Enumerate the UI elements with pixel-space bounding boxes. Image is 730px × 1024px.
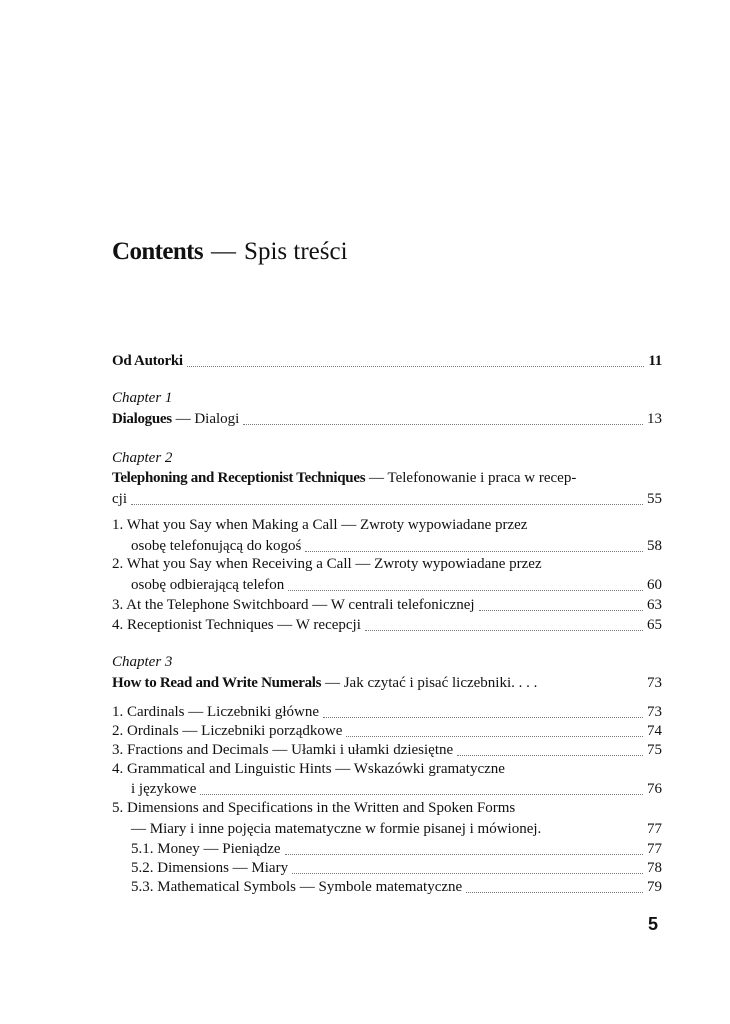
toc-item-making-call[interactable]	[131, 537, 662, 556]
chapter-heading: Chapter 2	[112, 450, 173, 466]
leader-dots	[323, 707, 643, 718]
toc-page: 11	[648, 353, 662, 369]
leader-dots	[285, 844, 643, 855]
toc-label-rest: — Telefonowanie i praca w recep-	[369, 470, 577, 486]
page-title	[112, 238, 348, 266]
toc-page: 55	[647, 491, 662, 507]
toc-label: 5.2. Dimensions — Miary	[131, 860, 289, 876]
toc-entry-telephoning[interactable]	[112, 470, 576, 487]
leader-dots	[131, 494, 643, 505]
leader-dots	[346, 726, 643, 737]
toc-page: 77	[647, 821, 662, 837]
toc-item-line1: 5. Dimensions and Specifications in the Written and Spoken Forms	[112, 800, 516, 816]
chapter-heading: Chapter 1	[112, 390, 173, 406]
toc-page: 63	[647, 597, 662, 613]
toc-subitem-money[interactable]	[131, 840, 662, 859]
toc-item-ordinals[interactable]	[112, 722, 662, 741]
leader-dots	[365, 620, 643, 631]
leader-dots	[200, 784, 643, 795]
toc-page: 73	[647, 675, 662, 691]
toc-page: 73	[647, 704, 662, 720]
toc-label: 1. Cardinals — Liczebniki główne	[112, 704, 320, 720]
toc-label: osobę telefonującą do kogoś	[131, 538, 302, 554]
toc-item-line1: 4. Grammatical and Linguistic Hints — Wskazówki gramatyczne	[112, 761, 505, 777]
toc-item-line1: 2. What you Say when Receiving a Call — Zwroty wypowiadane przez	[112, 556, 542, 572]
leader-dots	[187, 356, 645, 367]
toc-label: 5.3. Mathematical Symbols — Symbole matematyczne	[131, 879, 463, 895]
toc-label-cont: cji	[112, 491, 127, 507]
toc-item-receptionist[interactable]	[112, 616, 662, 635]
toc-entry-dialogues[interactable]	[112, 410, 662, 429]
toc-item-line1: 1. What you Say when Making a Call — Zwroty wypowiadane przez	[112, 517, 528, 533]
toc-subitem-symbols[interactable]	[131, 878, 662, 897]
toc-page: 79	[647, 879, 662, 895]
toc-label-bold: How to Read and Write Numerals	[112, 675, 322, 691]
toc-page: 65	[647, 617, 662, 633]
toc-entry-od-autorki[interactable]	[112, 352, 662, 371]
toc-item-cardinals[interactable]	[112, 703, 662, 722]
toc-page: 60	[647, 577, 662, 593]
toc-label: — Miary i inne pojęcia matematyczne w formie pisanej i mówionej.	[131, 821, 542, 837]
toc-item-dimensions[interactable]	[131, 820, 662, 839]
leader-dots	[288, 580, 643, 591]
leader-dots	[305, 541, 643, 552]
toc-label: i językowe	[131, 781, 197, 797]
toc-label-rest: — Dialogi	[175, 411, 240, 427]
toc-label: 2. Ordinals — Liczebniki porządkowe	[112, 723, 343, 739]
toc-label: 3. At the Telephone Switchboard — W centrali telefonicznej	[112, 597, 475, 613]
title-rest: Spis treści	[244, 238, 348, 265]
toc-page: 75	[647, 742, 662, 758]
toc-label: 3. Fractions and Decimals — Ułamki i ułamki dziesiętne	[112, 742, 454, 758]
toc-page: 58	[647, 538, 662, 554]
toc-page: 76	[647, 781, 662, 797]
toc-label-bold: Telephoning and Receptionist Techniques	[112, 470, 366, 486]
page-number: 5	[648, 914, 659, 934]
toc-label: osobę odbierającą telefon	[131, 577, 285, 593]
toc-page: 78	[647, 860, 662, 876]
toc-label-bold: Dialogues	[112, 411, 172, 427]
toc-page: 13	[647, 411, 662, 427]
leader-dots	[292, 863, 643, 874]
toc-subitem-dimensions[interactable]	[131, 859, 662, 878]
toc-page: 74	[647, 723, 662, 739]
toc-item-hints[interactable]	[131, 780, 662, 799]
toc-label: 4. Receptionist Techniques — W recepcji	[112, 617, 361, 633]
leader-dots	[243, 414, 643, 425]
leader-dots	[466, 882, 643, 893]
title-dash: —	[211, 238, 237, 265]
title-bold: Contents	[112, 238, 204, 265]
toc-label: Od Autorki	[112, 353, 183, 369]
toc-item-switchboard[interactable]	[112, 596, 662, 615]
leader-dots	[479, 600, 643, 611]
leader-dots	[457, 745, 643, 756]
toc-item-receiving-call[interactable]	[131, 576, 662, 595]
toc-entry-numerals[interactable]	[112, 674, 662, 693]
toc-page: 77	[647, 841, 662, 857]
toc-item-fractions[interactable]	[112, 741, 662, 760]
chapter-heading: Chapter 3	[112, 654, 173, 670]
toc-entry-telephoning-cont[interactable]	[112, 490, 662, 509]
toc-label: 5.1. Money — Pieniądze	[131, 841, 281, 857]
toc-label-rest: — Jak czytać i pisać liczebniki. . . .	[324, 675, 538, 691]
